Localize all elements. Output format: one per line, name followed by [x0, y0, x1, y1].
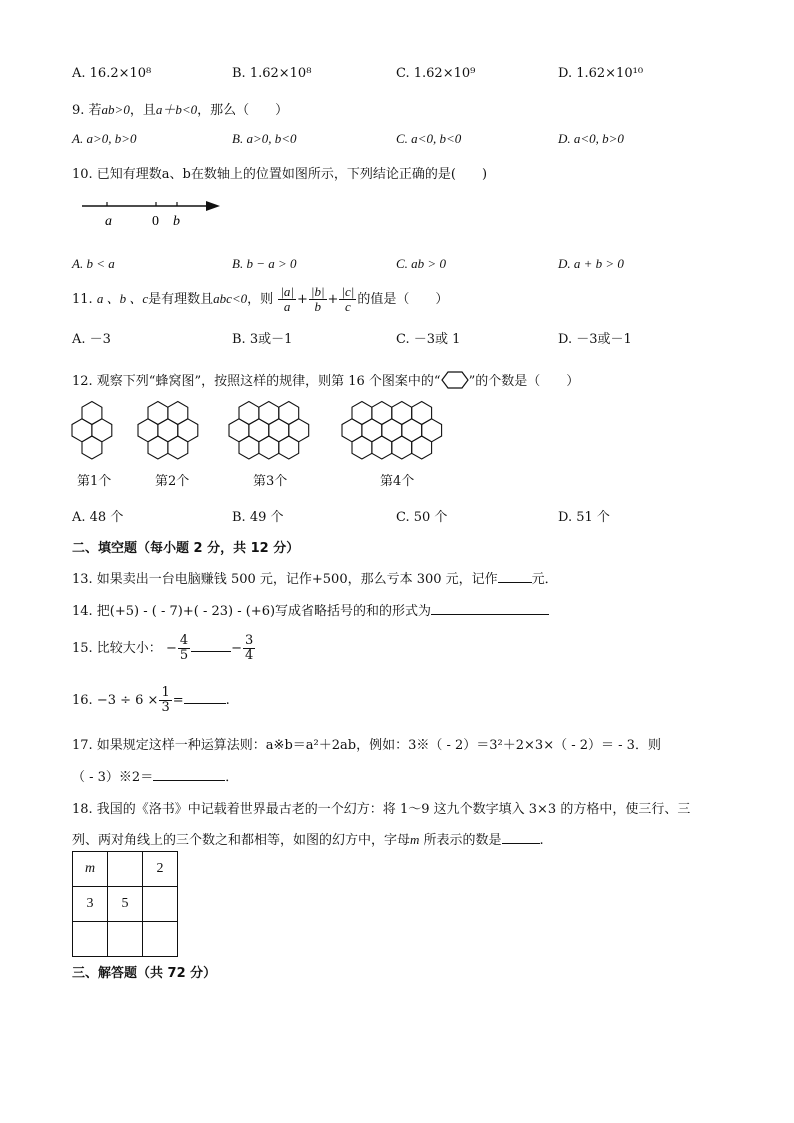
number-line: [80, 196, 225, 232]
q10-option-b: B. b − a > 0: [232, 256, 297, 271]
honeycomb-figures: [66, 400, 466, 462]
honeycomb-cell: [168, 436, 188, 459]
magic-square-cell: [143, 887, 178, 922]
magic-square-cell: [108, 922, 143, 957]
q9-option-a: A. a>0, b>0: [72, 131, 137, 146]
q17-line-2: （ - 3）※2＝ ．: [72, 770, 239, 785]
q11-option-b: B. 3或－1: [232, 332, 293, 347]
caption-figure-2: 第2个: [155, 474, 190, 489]
q14: 14. 把(+5) - ( - 7)+( - 23) - (+6)写成省略括号的和的形式为: [72, 600, 549, 619]
honeycomb-cell: [372, 436, 392, 459]
hexagon-icon: [441, 371, 469, 389]
q11-option-d: D. －3或－1: [558, 332, 632, 347]
magic-square-cell: [108, 852, 143, 887]
q11-option-a: A. －3: [72, 332, 111, 347]
q8-option-b: B. 1.62×10⁸: [232, 66, 312, 81]
q9-option-c: C. a<0, b<0: [396, 131, 462, 146]
q12-option-c: C. 50 个: [396, 510, 448, 525]
caption-figure-1: 第1个: [77, 474, 112, 489]
magic-square-cell: 2: [143, 852, 178, 887]
q12-option-a: A. 48 个: [72, 510, 124, 525]
q12-stem: 12. 观察下列“蜂窝图”，按照这样的规律，则第 16 个图案中的“ ”的个数是（ ）: [72, 370, 579, 389]
magic-square-cell: [73, 922, 108, 957]
axis-label-a: a: [105, 214, 112, 229]
caption-figure-4: 第4个: [380, 474, 415, 489]
fraction-b: $\frac{|b|}{b}$: [310, 284, 325, 314]
magic-square-cell: [143, 922, 178, 957]
honeycomb-cell: [412, 436, 432, 459]
q10-option-a: A. b < a: [72, 256, 115, 271]
section-2-heading: 二、填空题（每小题 2 分，共 12 分）: [72, 541, 300, 556]
q12-option-d: D. 51 个: [558, 510, 610, 525]
q11-option-c: C. －3或 1: [396, 332, 461, 347]
axis-label-zero: 0: [152, 214, 159, 229]
fraction-a: $\frac{|a|}{a}$: [280, 284, 294, 314]
q8-option-d: D. 1.62×10¹⁰: [558, 66, 644, 81]
honeycomb-cell: [279, 436, 299, 459]
honeycomb-cell: [259, 436, 279, 459]
axis-label-b: b: [173, 214, 180, 229]
q10-stem: 10. 已知有理数a、b在数轴上的位置如图所示，下列结论正确的是( ): [72, 167, 488, 182]
fraction-c: $\frac{|c|}{c}$: [341, 284, 355, 314]
q10-option-d: D. a + b > 0: [558, 256, 624, 271]
q15: 15. 比较大小： − $\frac{4}{5}$ − $\frac{3}{4}$: [72, 633, 254, 663]
q13: 13. 如果卖出一台电脑赚钱 500 元，记作+500，那么亏本 300 元，记作 元．: [72, 572, 558, 587]
magic-square-cell: 3: [73, 887, 108, 922]
q10-option-c: C. ab > 0: [396, 256, 446, 271]
q12-option-b: B. 49 个: [232, 510, 284, 525]
q18-line-1: 18. 我国的《洛书》中记载着世界最古老的一个幻方：将 1～9 这九个数字填入 3×3 的方格中，使三行、三: [72, 802, 691, 817]
q18-line-2: 列、两对角线上的三个数之和都相等，如图的幻方中，字母m 所表示的数是 .: [72, 832, 544, 848]
section-3-heading: 三、解答题（共 72 分）: [72, 966, 217, 981]
magic-square-cell: m: [73, 852, 108, 887]
honeycomb-cell: [392, 436, 412, 459]
q8-option-a: A. 16.2×10⁸: [72, 66, 152, 81]
magic-square-cell: 5: [108, 887, 143, 922]
q9-option-b: B. a>0, b<0: [232, 131, 297, 146]
q9-stem: 9. 若ab>0，且a＋b<0，那么（ ）: [72, 102, 289, 118]
q8-option-c: C. 1.62×10⁹: [396, 66, 476, 81]
q17-line-1: 17. 如果规定这样一种运算法则：a※b＝a²＋2ab，例如：3※（ - 2）＝3²＋2×3×（ - 2）＝ - 3．则: [72, 738, 661, 753]
honeycomb-cell: [82, 436, 102, 459]
honeycomb-cell: [239, 436, 259, 459]
q9-option-d: D. a<0, b>0: [558, 131, 624, 146]
honeycomb-cell: [352, 436, 372, 459]
q16: 16. −3 ÷ 6 × $\frac{1}{3}$ = .: [72, 685, 230, 715]
honeycomb-cell: [148, 436, 168, 459]
magic-square: [72, 851, 178, 957]
q11-stem: 11. a 、b 、c是有理数且abc<0，则 $\frac{|a|}{a}$ + $\frac{|b|}{b}$ + $\frac{|c|}{c}$ 的值是（ ）: [72, 284, 449, 314]
caption-figure-3: 第3个: [253, 474, 288, 489]
